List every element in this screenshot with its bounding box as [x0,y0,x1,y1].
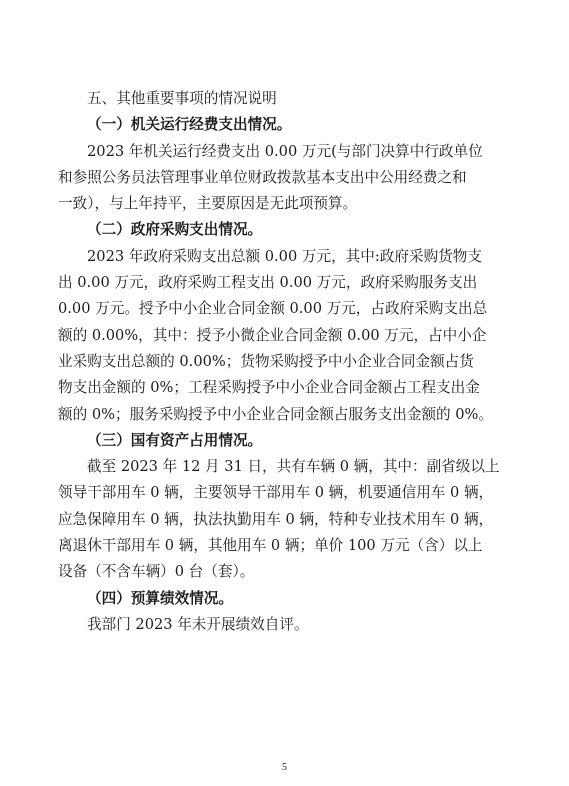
page-number: 5 [282,762,287,773]
section-heading: 五、其他重要事项的情况说明 [87,90,277,107]
paragraph-line: 和参照公务员法管理事业单位财政拨款基本支出中公用经费之和 [58,168,467,186]
paragraph-line: 离退休干部用车 0 辆，其他用车 0 辆；单价 100 万元（含）以上 [58,537,483,555]
paragraph-line: 我部门 2023 年未开展绩效自评。 [87,615,309,633]
paragraph-line: 额的 0.00%，其中：授予小微企业合同金额 0.00 万元，占中小企 [58,326,487,344]
paragraph-line: 额的 0%；服务采购授予中小企业合同金额占服务支出金额的 0%。 [58,405,494,423]
subsection-title-1: （一）机关运行经费支出情况。 [87,116,292,134]
paragraph-line: 0.00 万元。授予中小企业合同金额 0.00 万元，占政府采购支出总 [58,300,488,318]
paragraph-line: 设备（不含车辆）0 台（套）。 [58,563,255,581]
paragraph-line: 应急保障用车 0 辆，执法执勤用车 0 辆，特种专业技术用车 0 辆， [58,510,494,528]
paragraph-line: 物支出金额的 0%；工程采购授予中小企业合同金额占工程支出金 [58,379,480,397]
paragraph-line: 截至 2023 年 12 月 31 日，共有车辆 0 辆，其中：副省级以上 [87,458,500,476]
subsection-title-2: （二）政府采购支出情况。 [87,221,263,239]
paragraph-line: 2023 年机关运行经费支出 0.00 万元(与部门决算中行政单位 [87,142,483,160]
subsection-title-4: （四）预算绩效情况。 [87,589,233,607]
paragraph-line: 2023 年政府采购支出总额 0.00 万元，其中:政府采购货物支 [87,247,482,265]
paragraph-line: 一致），与上年持平，主要原因是无此项预算。 [58,195,358,213]
paragraph-line: 业采购支出总额的 0.00%；货物采购授予中小企业合同金额占货 [58,352,474,370]
subsection-title-3: （三）国有资产占用情况。 [87,431,263,449]
paragraph-line: 领导干部用车 0 辆，主要领导干部用车 0 辆，机要通信用车 0 辆， [58,484,494,502]
document-body [58,86,518,638]
paragraph-line: 出 0.00 万元，政府采购工程支出 0.00 万元，政府采购服务支出 [58,274,478,292]
